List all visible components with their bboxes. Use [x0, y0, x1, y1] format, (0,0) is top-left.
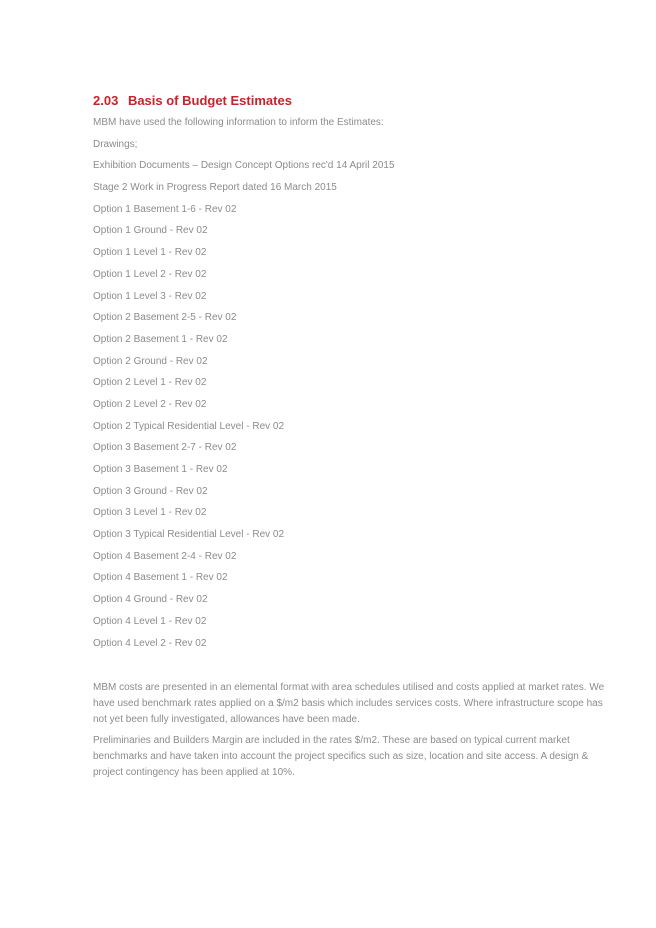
drawing-item: Option 2 Level 1 - Rev 02 — [93, 377, 207, 389]
section-title: Basis of Budget Estimates — [127, 93, 292, 108]
drawing-item: Option 1 Level 3 - Rev 02 — [93, 290, 207, 302]
drawing-item: Option 2 Level 2 - Rev 02 — [93, 398, 207, 410]
cost-format-paragraph: MBM costs are presented in an elemental format with area schedules utilised and costs applied at market rates. We have used benchmark rates applied on a $/m2 basis which includes services costs. Where infrastructure scope has not yet been fully investigated, allowances have been made. — [93, 682, 605, 725]
drawing-item: Option 4 Ground - Rev 02 — [93, 594, 208, 606]
drawing-item: Option 4 Level 2 - Rev 02 — [93, 637, 207, 649]
notes-section — [93, 680, 608, 786]
intro-line: Exhibition Documents – Design Concept Options rec'd 14 April 2015 — [93, 160, 395, 172]
drawing-item: Option 1 Basement 1-6 - Rev 02 — [93, 203, 237, 215]
drawing-item: Option 4 Basement 2-4 - Rev 02 — [93, 550, 237, 562]
drawing-item: Option 1 Level 2 - Rev 02 — [93, 268, 207, 280]
section-heading — [93, 93, 292, 108]
drawing-item: Option 4 Level 1 - Rev 02 — [93, 615, 207, 627]
drawing-item: Option 1 Level 1 - Rev 02 — [93, 247, 207, 259]
drawing-item: Option 2 Typical Residential Level - Rev 02 — [93, 420, 285, 432]
drawing-item: Option 4 Basement 1 - Rev 02 — [93, 572, 228, 584]
intro-line: Stage 2 Work in Progress Report dated 16 March 2015 — [93, 182, 337, 194]
intro-line: Drawings; — [93, 138, 138, 150]
intro-line: MBM have used the following information to inform the Estimates: — [93, 117, 384, 128]
drawing-item: Option 2 Basement 2-5 - Rev 02 — [93, 312, 237, 324]
preliminaries-paragraph: Preliminaries and Builders Margin are included in the rates $/m2. These are based on typical current market benchmarks and have taken into account the project specifics such as size, location and site access. A design & project contingency has been applied at 10%. — [93, 735, 589, 778]
drawing-item: Option 3 Level 1 - Rev 02 — [93, 507, 207, 519]
drawing-item: Option 3 Basement 1 - Rev 02 — [93, 464, 228, 475]
drawing-item: Option 3 Basement 2-7 - Rev 02 — [93, 442, 237, 454]
drawing-item: Option 2 Ground - Rev 02 — [93, 355, 208, 367]
drawing-item: Option 3 Ground - Rev 02 — [93, 485, 208, 497]
drawing-item: Option 2 Basement 1 - Rev 02 — [93, 333, 228, 345]
section-number: 2.03 — [93, 93, 119, 108]
drawing-item: Option 3 Typical Residential Level - Rev 02 — [93, 529, 285, 541]
information-list — [93, 117, 613, 659]
drawing-item: Option 1 Ground - Rev 02 — [93, 225, 208, 237]
